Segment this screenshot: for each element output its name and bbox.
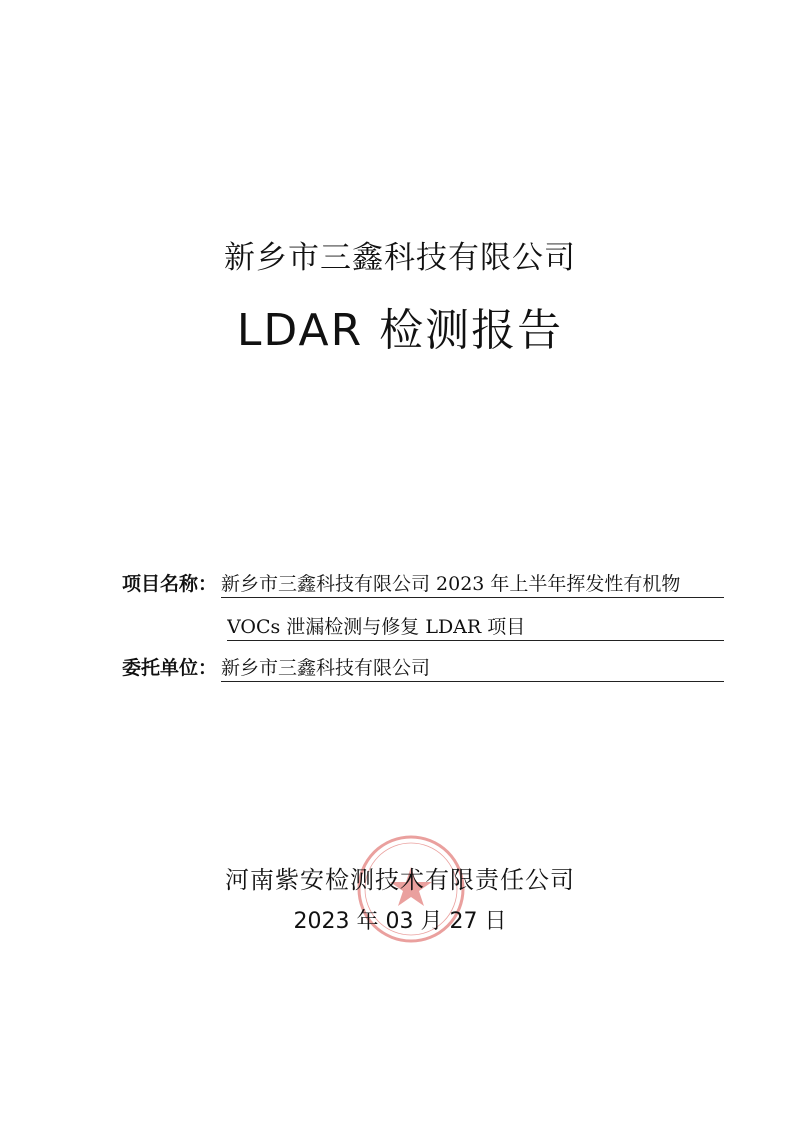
project-name-line1: 新乡市三鑫科技有限公司 2023 年上半年挥发性有机物: [221, 571, 724, 598]
project-name-line2: VOCs 泄漏检测与修复 LDAR 项目: [227, 614, 724, 641]
report-title: LDAR 检测报告: [236, 305, 564, 356]
project-name-label: 项目名称：: [122, 573, 218, 595]
company-title: 新乡市三鑫科技有限公司: [224, 240, 576, 276]
client-label: 委托单位：: [122, 657, 218, 679]
issuer-name: 河南紫安检测技术有限责任公司: [225, 866, 575, 894]
client-value: 新乡市三鑫科技有限公司: [221, 655, 724, 682]
report-date: 2023 年 03 月 27 日: [293, 909, 507, 934]
